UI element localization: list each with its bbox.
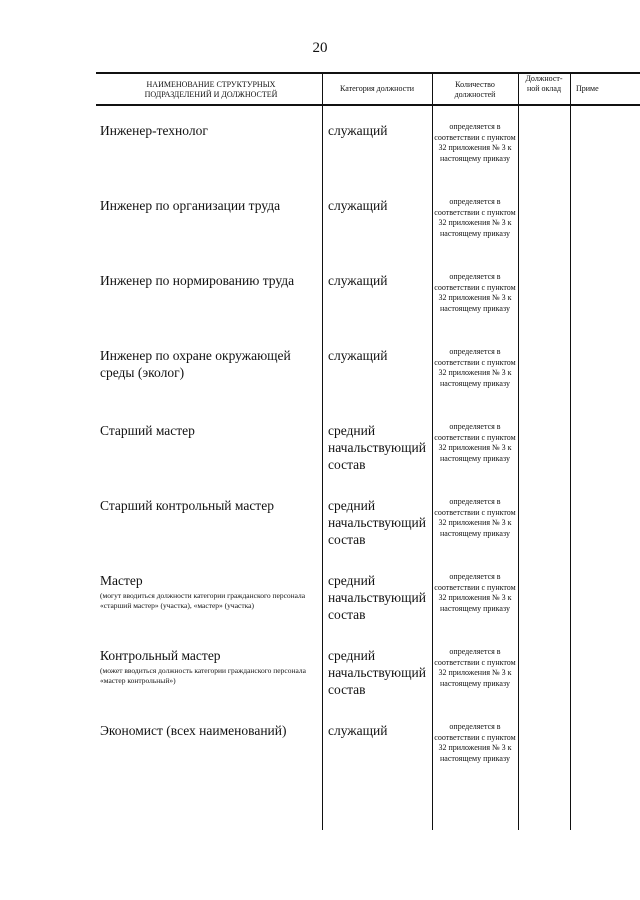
position-category: средний начальствующий состав [328, 648, 426, 697]
position-quantity: определяется в соответствии с пунктом 32 приложения № 3 к настоящему приказу [434, 572, 516, 613]
position-name: Мастер [100, 573, 143, 588]
position-quantity: определяется в соответствии с пунктом 32 приложения № 3 к настоящему приказу [434, 197, 516, 238]
position-category: служащий [328, 273, 388, 288]
header-quantity: Количество должностей [454, 80, 496, 99]
staffing-table [96, 72, 640, 830]
position-name: Контрольный мастер [100, 648, 221, 663]
column-divider [322, 72, 323, 830]
position-quantity: определяется в соответствии с пунктом 32 приложения № 3 к настоящему приказу [434, 497, 516, 538]
position-quantity: определяется в соответствии с пунктом 32 приложения № 3 к настоящему приказу [434, 647, 516, 688]
position-note: (могут вводиться должности категории гражданского персонала «старший мастер» (участка), «мастер» (участка) [100, 591, 306, 610]
header-bottom-rule [96, 104, 640, 106]
header-note: Приме [576, 84, 599, 93]
column-divider [570, 72, 571, 830]
position-note: (может вводиться должность категории гражданского персонала «мастер контрольный») [100, 666, 306, 685]
page-number: 20 [312, 40, 328, 56]
position-quantity: определяется в соответствии с пунктом 32 приложения № 3 к настоящему приказу [434, 422, 516, 463]
position-quantity: определяется в соответствии с пунктом 32 приложения № 3 к настоящему приказу [434, 272, 516, 313]
position-category: служащий [328, 723, 388, 738]
column-divider [518, 72, 519, 830]
position-quantity: определяется в соответствии с пунктом 32 приложения № 3 к настоящему приказу [434, 722, 516, 763]
position-name: Старший контрольный мастер [100, 498, 274, 513]
header-category: Категория должности [340, 84, 414, 93]
position-name: Инженер по охране окружающей среды (эколог) [100, 348, 291, 380]
position-name: Инженер-технолог [100, 123, 208, 138]
position-name: Инженер по организации труда [100, 198, 281, 213]
position-quantity: определяется в соответствии с пунктом 32 приложения № 3 к настоящему приказу [434, 347, 516, 388]
header-salary: Должност-ной оклад [525, 74, 563, 93]
position-category: средний начальствующий состав [328, 423, 426, 472]
position-category: служащий [328, 348, 388, 363]
position-category: средний начальствующий состав [328, 573, 426, 622]
position-category: средний начальствующий состав [328, 498, 426, 547]
position-quantity: определяется в соответствии с пунктом 32 приложения № 3 к настоящему приказу [434, 122, 516, 163]
position-name: Инженер по нормированию труда [100, 273, 295, 288]
position-name: Старший мастер [100, 423, 195, 438]
position-category: служащий [328, 198, 388, 213]
position-name: Экономист (всех наименований) [100, 723, 287, 738]
header-name: НАИМЕНОВАНИЕ СТРУКТУРНЫХ ПОДРАЗДЕЛЕНИЙ И ДОЛЖНОСТЕЙ [144, 80, 278, 99]
position-category: служащий [328, 123, 388, 138]
